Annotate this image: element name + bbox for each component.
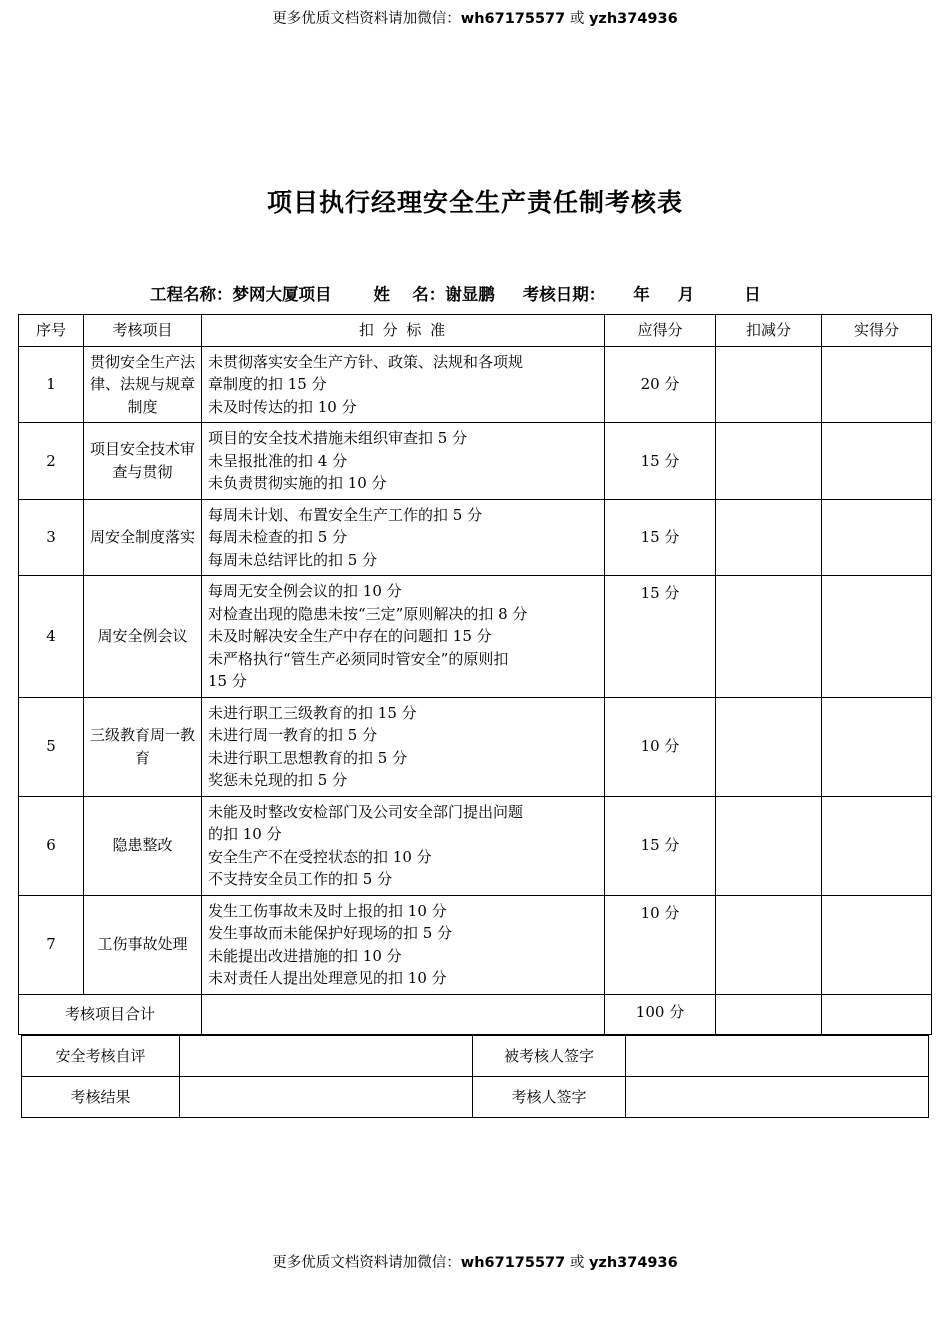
row-no: 4 <box>19 576 84 698</box>
row-item: 周安全例会议 <box>84 576 202 698</box>
watermark-id-1: wh67175577 <box>460 11 566 27</box>
total-standard <box>202 994 605 1034</box>
assessor-sign-value[interactable] <box>626 1076 929 1117</box>
table-row <box>19 499 932 576</box>
standard-line: 每周未总结评比的扣 5 分 <box>208 550 378 569</box>
assess-date-day: 日 <box>744 285 761 304</box>
row-full-score: 15 分 <box>605 423 716 500</box>
row-standard <box>202 576 605 698</box>
table-row <box>19 697 932 796</box>
row-actual[interactable] <box>822 796 932 895</box>
standard-line: 未能提出改进措施的扣 10 分 <box>208 946 402 965</box>
standard-line: 未及时传达的扣 10 分 <box>208 397 357 416</box>
row-deduction[interactable] <box>716 499 822 576</box>
watermark-id-1: wh67175577 <box>460 1255 566 1271</box>
row-standard <box>202 346 605 423</box>
row-standard <box>202 796 605 895</box>
standard-line: 未对责任人提出处理意见的扣 10 分 <box>208 969 447 987</box>
standard-line: 15 分 <box>208 672 247 690</box>
row-item: 贯彻安全生产法律、法规与规章制度 <box>84 346 202 423</box>
row-deduction[interactable] <box>716 796 822 895</box>
project-name-label: 工程名称： <box>150 285 233 304</box>
standard-line: 未进行职工三级教育的扣 15 分 <box>208 703 417 722</box>
watermark-conjunction: 或 <box>565 1255 589 1271</box>
watermark-id-2: yzh374936 <box>588 11 678 27</box>
result-label: 考核结果 <box>22 1076 180 1117</box>
assessee-sign-value[interactable] <box>626 1035 929 1076</box>
row-full-score: 15 分 <box>605 576 716 698</box>
row-deduction[interactable] <box>716 895 822 994</box>
standard-line: 对检查出现的隐患未按“三定”原则解决的扣 8 分 <box>208 604 528 623</box>
watermark-prefix: 更多优质文档资料请加微信： <box>272 11 461 27</box>
standard-line: 未负责贯彻实施的扣 10 分 <box>208 474 387 492</box>
self-eval-row <box>22 1035 929 1076</box>
header-standard: 扣 分 标 准 <box>202 315 605 347</box>
standard-line: 未贯彻落实安全生产方针、政策、法规和各项规 <box>208 352 524 371</box>
total-full-score: 100 分 <box>605 994 716 1034</box>
result-row <box>22 1076 929 1117</box>
row-full-score: 15 分 <box>605 796 716 895</box>
watermark-top <box>0 0 950 28</box>
total-deduction[interactable] <box>716 994 822 1034</box>
row-standard <box>202 499 605 576</box>
row-deduction[interactable] <box>716 423 822 500</box>
header-deduction: 扣减分 <box>716 315 822 347</box>
row-item: 周安全制度落实 <box>84 499 202 576</box>
standard-line: 安全生产不在受控状态的扣 10 分 <box>208 847 432 866</box>
row-actual[interactable] <box>822 576 932 698</box>
meta-line <box>0 281 950 305</box>
table-row <box>19 895 932 994</box>
total-actual[interactable] <box>822 994 932 1034</box>
table-row <box>19 796 932 895</box>
row-item: 三级教育周一教育 <box>84 697 202 796</box>
standard-line: 未及时解决安全生产中存在的问题扣 15 分 <box>208 627 492 645</box>
self-eval-value[interactable] <box>180 1035 473 1076</box>
project-name-value: 梦网大厦项目 <box>232 285 332 304</box>
row-no: 3 <box>19 499 84 576</box>
row-no: 7 <box>19 895 84 994</box>
row-deduction[interactable] <box>716 346 822 423</box>
table-total-row <box>19 994 932 1034</box>
assessor-sign-label: 考核人签字 <box>473 1076 626 1117</box>
watermark-prefix: 更多优质文档资料请加微信： <box>272 1255 461 1271</box>
watermark-id-2: yzh374936 <box>588 1255 678 1271</box>
row-no: 6 <box>19 796 84 895</box>
row-standard <box>202 423 605 500</box>
row-item: 隐患整改 <box>84 796 202 895</box>
row-actual[interactable] <box>822 346 932 423</box>
table-header-row <box>19 315 932 347</box>
assessment-table <box>18 314 932 1035</box>
standard-line: 每周无安全例会议的扣 10 分 <box>208 582 402 600</box>
standard-line: 发生事故而未能保护好现场的扣 5 分 <box>208 924 453 942</box>
row-full-score: 10 分 <box>605 895 716 994</box>
watermark-conjunction: 或 <box>565 11 589 27</box>
row-no: 1 <box>19 346 84 423</box>
assess-date-month: 月 <box>677 285 695 304</box>
header-full-score: 应得分 <box>605 315 716 347</box>
total-label: 考核项目合计 <box>19 994 202 1034</box>
table-row <box>19 423 932 500</box>
row-actual[interactable] <box>822 895 932 994</box>
row-deduction[interactable] <box>716 697 822 796</box>
row-item: 工伤事故处理 <box>84 895 202 994</box>
standard-line: 奖惩未兑现的扣 5 分 <box>208 771 348 789</box>
person-name-value: 谢显鹏 <box>445 285 495 304</box>
standard-line: 未进行职工思想教育的扣 5 分 <box>208 748 408 767</box>
person-name-label: 姓 名： <box>373 285 446 304</box>
page-title: 项目执行经理安全生产责任制考核表 <box>266 188 683 217</box>
row-no: 2 <box>19 423 84 500</box>
standard-line: 的扣 10 分 <box>208 825 282 843</box>
row-deduction[interactable] <box>716 576 822 698</box>
self-eval-label: 安全考核自评 <box>22 1035 180 1076</box>
row-standard <box>202 895 605 994</box>
header-actual: 实得分 <box>822 315 932 347</box>
table-row <box>19 346 932 423</box>
standard-line: 未呈报批准的扣 4 分 <box>208 451 348 470</box>
assess-date-year: 年 <box>633 285 650 304</box>
row-full-score: 20 分 <box>605 346 716 423</box>
standard-line: 未能及时整改安检部门及公司安全部门提出问题 <box>208 802 524 821</box>
standard-line: 不支持安全员工作的扣 5 分 <box>208 870 393 888</box>
watermark-bottom <box>0 1251 950 1272</box>
assess-date-label: 考核日期： <box>522 285 606 304</box>
header-item: 考核项目 <box>84 315 202 347</box>
table-row <box>19 576 932 698</box>
standard-line: 章制度的扣 15 分 <box>208 375 327 393</box>
standard-line: 项目的安全技术措施未组织审查扣 5 分 <box>208 429 468 447</box>
standard-line: 未严格执行“管生产必须同时管安全”的原则扣 <box>208 649 509 668</box>
assessee-sign-label: 被考核人签字 <box>473 1035 626 1076</box>
row-item: 项目安全技术审查与贯彻 <box>84 423 202 500</box>
standard-line: 未进行周一教育的扣 5 分 <box>208 726 378 744</box>
header-no: 序号 <box>19 315 84 347</box>
standard-line: 发生工伤事故未及时上报的扣 10 分 <box>208 901 447 920</box>
row-actual[interactable] <box>822 499 932 576</box>
result-value[interactable] <box>180 1076 473 1117</box>
signature-table <box>21 1035 929 1118</box>
standard-line: 每周未计划、布置安全生产工作的扣 5 分 <box>208 505 483 524</box>
standard-line: 每周未检查的扣 5 分 <box>208 528 348 546</box>
row-actual[interactable] <box>822 697 932 796</box>
row-standard <box>202 697 605 796</box>
row-no: 5 <box>19 697 84 796</box>
row-actual[interactable] <box>822 423 932 500</box>
row-full-score: 10 分 <box>605 697 716 796</box>
row-full-score: 15 分 <box>605 499 716 576</box>
